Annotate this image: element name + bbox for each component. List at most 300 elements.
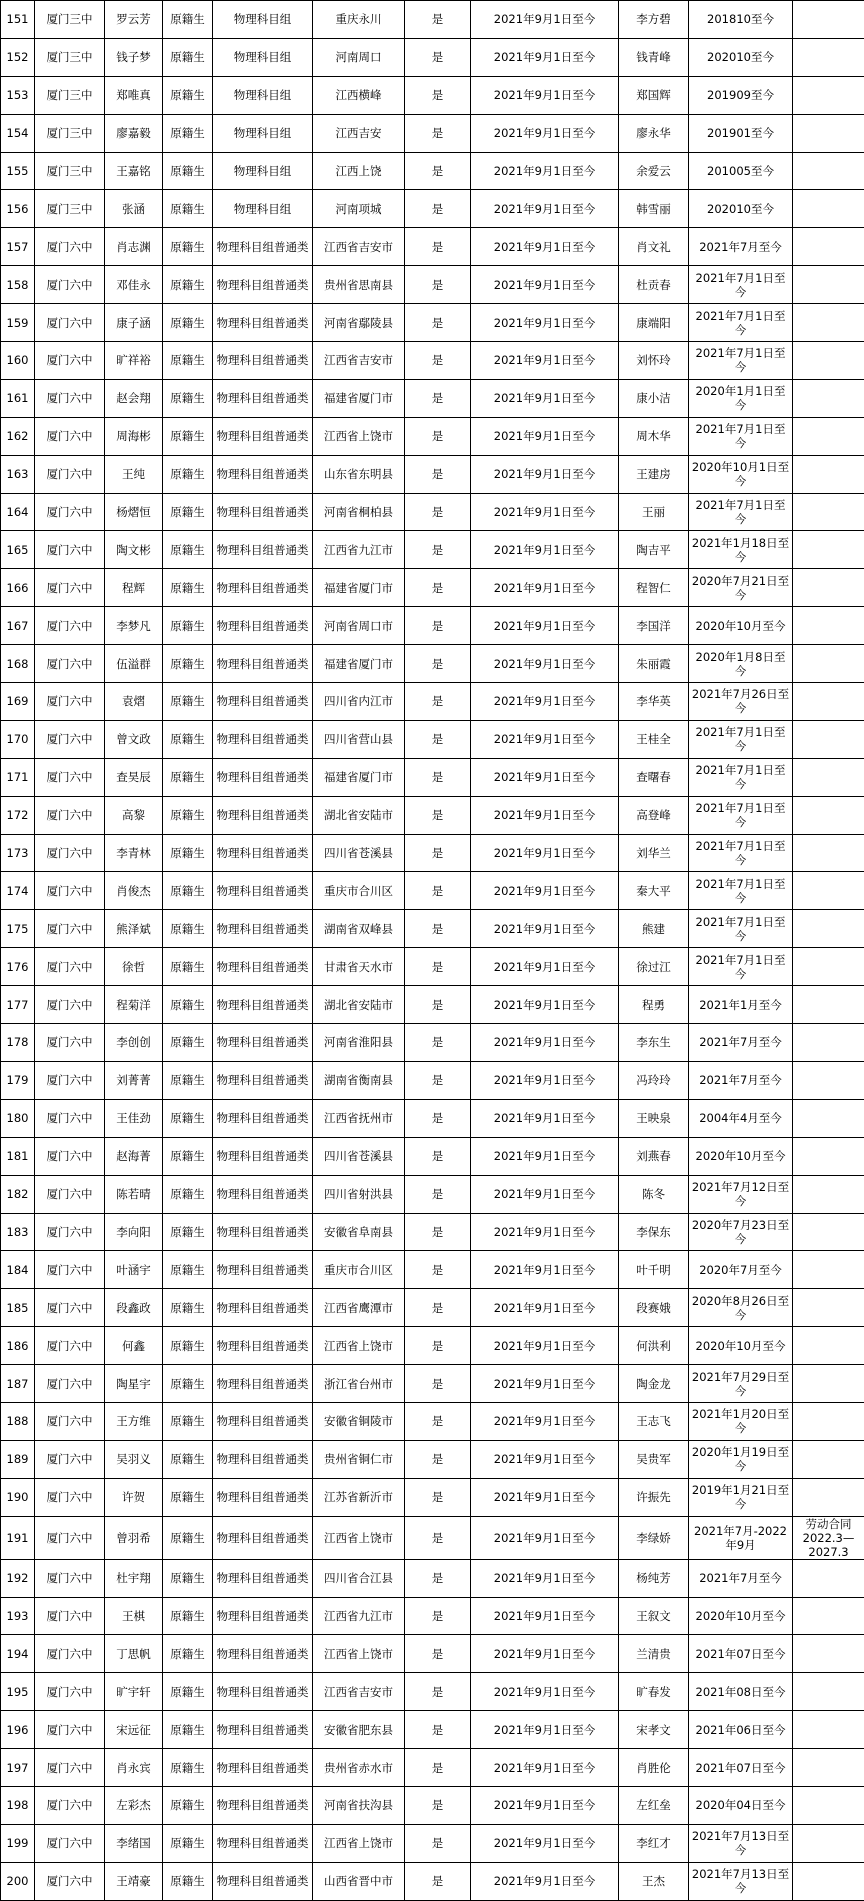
table-row xyxy=(1,76,864,114)
native-place-cell: 贵州省铜仁市 xyxy=(313,1440,405,1478)
enrollment-period-cell: 2021年9月1日至今 xyxy=(471,1061,619,1099)
subject-group-cell: 物理科目组普通类 xyxy=(213,1137,313,1175)
student-name-cell: 王靖豪 xyxy=(105,1862,163,1900)
student-name-cell: 高黎 xyxy=(105,796,163,834)
guardian-name-cell: 刘怀玲 xyxy=(619,342,689,380)
guardian-period-cell: 2021年7月29日至今 xyxy=(689,1365,793,1403)
student-name-cell: 段鑫政 xyxy=(105,1289,163,1327)
row-number-cell: 174 xyxy=(1,872,35,910)
student-type-cell: 原籍生 xyxy=(163,1365,213,1403)
enrollment-period-cell: 2021年9月1日至今 xyxy=(471,1635,619,1673)
native-place-cell: 河南项城 xyxy=(313,190,405,228)
student-type-cell: 原籍生 xyxy=(163,379,213,417)
enrollment-period-cell: 2021年9月1日至今 xyxy=(471,342,619,380)
table-row xyxy=(1,455,864,493)
student-type-cell: 原籍生 xyxy=(163,1175,213,1213)
subject-group-cell: 物理科目组普通类 xyxy=(213,1862,313,1900)
guardian-period-cell: 2021年1月20日至今 xyxy=(689,1402,793,1440)
table-row xyxy=(1,1824,864,1862)
student-type-cell: 原籍生 xyxy=(163,1478,213,1516)
subject-group-cell: 物理科目组普通类 xyxy=(213,872,313,910)
student-type-cell: 原籍生 xyxy=(163,758,213,796)
table-row xyxy=(1,872,864,910)
row-number-cell: 194 xyxy=(1,1635,35,1673)
student-type-cell: 原籍生 xyxy=(163,266,213,304)
student-type-cell: 原籍生 xyxy=(163,1440,213,1478)
guardian-period-cell: 2021年7月至今 xyxy=(689,1559,793,1597)
native-place-cell: 江西省上饶市 xyxy=(313,417,405,455)
table-row xyxy=(1,1289,864,1327)
table-body xyxy=(1,1,864,1901)
remarks-cell xyxy=(793,683,864,721)
enrollment-period-cell: 2021年9月1日至今 xyxy=(471,1251,619,1289)
native-place-cell: 江西省吉安市 xyxy=(313,228,405,266)
remarks-cell xyxy=(793,1862,864,1900)
school-name-cell: 厦门六中 xyxy=(35,1786,105,1824)
native-place-cell: 河南省桐柏县 xyxy=(313,493,405,531)
enrollment-period-cell: 2021年9月1日至今 xyxy=(471,1786,619,1824)
guardian-period-cell: 2021年08日至今 xyxy=(689,1673,793,1711)
table-row xyxy=(1,986,864,1024)
student-name-cell: 左彩杰 xyxy=(105,1786,163,1824)
table-row xyxy=(1,569,864,607)
table-row xyxy=(1,1175,864,1213)
remarks-cell xyxy=(793,1251,864,1289)
guardian-period-cell: 2021年7月12日至今 xyxy=(689,1175,793,1213)
student-type-cell: 原籍生 xyxy=(163,683,213,721)
student-name-cell: 旷宇轩 xyxy=(105,1673,163,1711)
status-flag-cell: 是 xyxy=(405,1516,471,1559)
remarks-cell xyxy=(793,1402,864,1440)
status-flag-cell: 是 xyxy=(405,1711,471,1749)
table-row xyxy=(1,190,864,228)
student-type-cell: 原籍生 xyxy=(163,1786,213,1824)
native-place-cell: 江西省吉安市 xyxy=(313,342,405,380)
guardian-period-cell: 2021年7月1日至今 xyxy=(689,720,793,758)
native-place-cell: 四川省苍溪县 xyxy=(313,1137,405,1175)
table-row xyxy=(1,1213,864,1251)
status-flag-cell: 是 xyxy=(405,720,471,758)
enrollment-period-cell: 2021年9月1日至今 xyxy=(471,1175,619,1213)
native-place-cell: 江西省上饶市 xyxy=(313,1516,405,1559)
row-number-cell: 184 xyxy=(1,1251,35,1289)
guardian-name-cell: 康小洁 xyxy=(619,379,689,417)
student-name-cell: 张涵 xyxy=(105,190,163,228)
guardian-name-cell: 肖胜伦 xyxy=(619,1749,689,1787)
enrollment-period-cell: 2021年9月1日至今 xyxy=(471,76,619,114)
subject-group-cell: 物理科目组普通类 xyxy=(213,1061,313,1099)
subject-group-cell: 物理科目组普通类 xyxy=(213,1289,313,1327)
subject-group-cell: 物理科目组普通类 xyxy=(213,1559,313,1597)
row-number-cell: 183 xyxy=(1,1213,35,1251)
student-type-cell: 原籍生 xyxy=(163,1862,213,1900)
student-name-cell: 肖永宾 xyxy=(105,1749,163,1787)
native-place-cell: 安徽省铜陵市 xyxy=(313,1402,405,1440)
enrollment-period-cell: 2021年9月1日至今 xyxy=(471,1099,619,1137)
guardian-period-cell: 2021年1月至今 xyxy=(689,986,793,1024)
guardian-name-cell: 王杰 xyxy=(619,1862,689,1900)
enrollment-period-cell: 2021年9月1日至今 xyxy=(471,1,619,39)
row-number-cell: 199 xyxy=(1,1824,35,1862)
remarks-cell xyxy=(793,38,864,76)
school-name-cell: 厦门三中 xyxy=(35,190,105,228)
native-place-cell: 江西横峰 xyxy=(313,76,405,114)
native-place-cell: 重庆市合川区 xyxy=(313,872,405,910)
subject-group-cell: 物理科目组普通类 xyxy=(213,1673,313,1711)
row-number-cell: 181 xyxy=(1,1137,35,1175)
native-place-cell: 湖南省衡南县 xyxy=(313,1061,405,1099)
row-number-cell: 177 xyxy=(1,986,35,1024)
enrollment-period-cell: 2021年9月1日至今 xyxy=(471,1327,619,1365)
school-name-cell: 厦门六中 xyxy=(35,1749,105,1787)
guardian-period-cell: 2021年7月至今 xyxy=(689,228,793,266)
student-name-cell: 何鑫 xyxy=(105,1327,163,1365)
enrollment-period-cell: 2021年9月1日至今 xyxy=(471,645,619,683)
subject-group-cell: 物理科目组 xyxy=(213,114,313,152)
row-number-cell: 168 xyxy=(1,645,35,683)
guardian-period-cell: 201810至今 xyxy=(689,1,793,39)
subject-group-cell: 物理科目组普通类 xyxy=(213,796,313,834)
subject-group-cell: 物理科目组普通类 xyxy=(213,531,313,569)
guardian-period-cell: 2020年10月至今 xyxy=(689,1597,793,1635)
guardian-period-cell: 2021年7月1日至今 xyxy=(689,493,793,531)
status-flag-cell: 是 xyxy=(405,1786,471,1824)
row-number-cell: 153 xyxy=(1,76,35,114)
student-name-cell: 袁熠 xyxy=(105,683,163,721)
subject-group-cell: 物理科目组普通类 xyxy=(213,834,313,872)
enrollment-period-cell: 2021年9月1日至今 xyxy=(471,720,619,758)
enrollment-period-cell: 2021年9月1日至今 xyxy=(471,910,619,948)
guardian-period-cell: 2021年06日至今 xyxy=(689,1711,793,1749)
native-place-cell: 江西省上饶市 xyxy=(313,1327,405,1365)
table-row xyxy=(1,1478,864,1516)
student-name-cell: 钱子梦 xyxy=(105,38,163,76)
student-type-cell: 原籍生 xyxy=(163,834,213,872)
enrollment-period-cell: 2021年9月1日至今 xyxy=(471,114,619,152)
guardian-name-cell: 刘燕春 xyxy=(619,1137,689,1175)
guardian-name-cell: 徐过江 xyxy=(619,948,689,986)
guardian-period-cell: 201909至今 xyxy=(689,76,793,114)
status-flag-cell: 是 xyxy=(405,1749,471,1787)
guardian-name-cell: 叶千明 xyxy=(619,1251,689,1289)
student-name-cell: 徐哲 xyxy=(105,948,163,986)
status-flag-cell: 是 xyxy=(405,1635,471,1673)
guardian-period-cell: 2019年1月21日至今 xyxy=(689,1478,793,1516)
native-place-cell: 甘肃省天水市 xyxy=(313,948,405,986)
school-name-cell: 厦门三中 xyxy=(35,152,105,190)
row-number-cell: 151 xyxy=(1,1,35,39)
guardian-name-cell: 吴贵军 xyxy=(619,1440,689,1478)
status-flag-cell: 是 xyxy=(405,910,471,948)
student-type-cell: 原籍生 xyxy=(163,1711,213,1749)
subject-group-cell: 物理科目组普通类 xyxy=(213,1251,313,1289)
guardian-name-cell: 余爱云 xyxy=(619,152,689,190)
school-name-cell: 厦门六中 xyxy=(35,720,105,758)
table-row xyxy=(1,683,864,721)
subject-group-cell: 物理科目组普通类 xyxy=(213,1440,313,1478)
remarks-cell xyxy=(793,1478,864,1516)
student-type-cell: 原籍生 xyxy=(163,1402,213,1440)
table-row xyxy=(1,1327,864,1365)
guardian-name-cell: 冯玲玲 xyxy=(619,1061,689,1099)
student-type-cell: 原籍生 xyxy=(163,417,213,455)
row-number-cell: 186 xyxy=(1,1327,35,1365)
enrollment-period-cell: 2021年9月1日至今 xyxy=(471,190,619,228)
guardian-name-cell: 王叙文 xyxy=(619,1597,689,1635)
student-name-cell: 李创创 xyxy=(105,1024,163,1062)
school-name-cell: 厦门六中 xyxy=(35,1824,105,1862)
school-name-cell: 厦门六中 xyxy=(35,1175,105,1213)
native-place-cell: 河南省扶沟县 xyxy=(313,1786,405,1824)
student-type-cell: 原籍生 xyxy=(163,569,213,607)
native-place-cell: 江西省上饶市 xyxy=(313,1635,405,1673)
native-place-cell: 河南省周口市 xyxy=(313,607,405,645)
table-row xyxy=(1,266,864,304)
row-number-cell: 169 xyxy=(1,683,35,721)
remarks-cell xyxy=(793,1559,864,1597)
student-type-cell: 原籍生 xyxy=(163,986,213,1024)
table-row xyxy=(1,948,864,986)
guardian-period-cell: 2020年7月21日至今 xyxy=(689,569,793,607)
remarks-cell xyxy=(793,1786,864,1824)
enrollment-period-cell: 2021年9月1日至今 xyxy=(471,1478,619,1516)
row-number-cell: 198 xyxy=(1,1786,35,1824)
native-place-cell: 山东省东明县 xyxy=(313,455,405,493)
school-name-cell: 厦门六中 xyxy=(35,1061,105,1099)
table-row xyxy=(1,1673,864,1711)
guardian-name-cell: 陶金龙 xyxy=(619,1365,689,1403)
remarks-cell xyxy=(793,1061,864,1099)
guardian-name-cell: 杨纯芳 xyxy=(619,1559,689,1597)
native-place-cell: 四川省射洪县 xyxy=(313,1175,405,1213)
student-type-cell: 原籍生 xyxy=(163,1,213,39)
student-type-cell: 原籍生 xyxy=(163,38,213,76)
enrollment-period-cell: 2021年9月1日至今 xyxy=(471,796,619,834)
guardian-name-cell: 李方碧 xyxy=(619,1,689,39)
status-flag-cell: 是 xyxy=(405,1289,471,1327)
subject-group-cell: 物理科目组 xyxy=(213,190,313,228)
guardian-name-cell: 程智仁 xyxy=(619,569,689,607)
school-name-cell: 厦门三中 xyxy=(35,76,105,114)
student-type-cell: 原籍生 xyxy=(163,531,213,569)
subject-group-cell: 物理科目组普通类 xyxy=(213,1516,313,1559)
guardian-period-cell: 202010至今 xyxy=(689,38,793,76)
guardian-name-cell: 程勇 xyxy=(619,986,689,1024)
enrollment-period-cell: 2021年9月1日至今 xyxy=(471,1559,619,1597)
student-name-cell: 陶文彬 xyxy=(105,531,163,569)
student-name-cell: 叶涵宇 xyxy=(105,1251,163,1289)
student-name-cell: 王棋 xyxy=(105,1597,163,1635)
student-type-cell: 原籍生 xyxy=(163,114,213,152)
table-row xyxy=(1,1137,864,1175)
student-type-cell: 原籍生 xyxy=(163,1251,213,1289)
row-number-cell: 173 xyxy=(1,834,35,872)
table-row xyxy=(1,1251,864,1289)
school-name-cell: 厦门六中 xyxy=(35,1327,105,1365)
enrollment-period-cell: 2021年9月1日至今 xyxy=(471,986,619,1024)
school-name-cell: 厦门六中 xyxy=(35,304,105,342)
status-flag-cell: 是 xyxy=(405,266,471,304)
native-place-cell: 江西省九江市 xyxy=(313,531,405,569)
guardian-period-cell: 2020年10月至今 xyxy=(689,1327,793,1365)
status-flag-cell: 是 xyxy=(405,76,471,114)
status-flag-cell: 是 xyxy=(405,379,471,417)
student-type-cell: 原籍生 xyxy=(163,910,213,948)
student-type-cell: 原籍生 xyxy=(163,1635,213,1673)
table-row xyxy=(1,531,864,569)
enrollment-period-cell: 2021年9月1日至今 xyxy=(471,266,619,304)
table-row xyxy=(1,1,864,39)
status-flag-cell: 是 xyxy=(405,1824,471,1862)
status-flag-cell: 是 xyxy=(405,1478,471,1516)
student-name-cell: 罗云芳 xyxy=(105,1,163,39)
row-number-cell: 155 xyxy=(1,152,35,190)
guardian-name-cell: 段赛娥 xyxy=(619,1289,689,1327)
remarks-cell xyxy=(793,266,864,304)
remarks-cell xyxy=(793,948,864,986)
school-name-cell: 厦门六中 xyxy=(35,758,105,796)
remarks-cell xyxy=(793,1099,864,1137)
student-name-cell: 王嘉铭 xyxy=(105,152,163,190)
remarks-cell xyxy=(793,1824,864,1862)
school-name-cell: 厦门六中 xyxy=(35,645,105,683)
remarks-cell xyxy=(793,1289,864,1327)
school-name-cell: 厦门六中 xyxy=(35,1635,105,1673)
remarks-cell xyxy=(793,1440,864,1478)
guardian-period-cell: 2021年7月26日至今 xyxy=(689,683,793,721)
table-row xyxy=(1,645,864,683)
student-name-cell: 王佳劲 xyxy=(105,1099,163,1137)
student-type-cell: 原籍生 xyxy=(163,1824,213,1862)
table-row xyxy=(1,1365,864,1403)
student-name-cell: 赵海菁 xyxy=(105,1137,163,1175)
guardian-period-cell: 2020年1月19日至今 xyxy=(689,1440,793,1478)
enrollment-period-cell: 2021年9月1日至今 xyxy=(471,872,619,910)
remarks-cell xyxy=(793,1749,864,1787)
status-flag-cell: 是 xyxy=(405,1597,471,1635)
guardian-name-cell: 王桂全 xyxy=(619,720,689,758)
remarks-cell xyxy=(793,1213,864,1251)
student-name-cell: 李青林 xyxy=(105,834,163,872)
remarks-cell xyxy=(793,1327,864,1365)
remarks-cell xyxy=(793,379,864,417)
school-name-cell: 厦门三中 xyxy=(35,1,105,39)
student-name-cell: 邓佳永 xyxy=(105,266,163,304)
row-number-cell: 166 xyxy=(1,569,35,607)
row-number-cell: 167 xyxy=(1,607,35,645)
guardian-name-cell: 何洪利 xyxy=(619,1327,689,1365)
student-name-cell: 曾文政 xyxy=(105,720,163,758)
student-name-cell: 陶星宇 xyxy=(105,1365,163,1403)
table-row xyxy=(1,1635,864,1673)
status-flag-cell: 是 xyxy=(405,1,471,39)
guardian-period-cell: 2021年7月1日至今 xyxy=(689,266,793,304)
school-name-cell: 厦门六中 xyxy=(35,266,105,304)
row-number-cell: 190 xyxy=(1,1478,35,1516)
subject-group-cell: 物理科目组普通类 xyxy=(213,1327,313,1365)
row-number-cell: 170 xyxy=(1,720,35,758)
subject-group-cell: 物理科目组普通类 xyxy=(213,1749,313,1787)
guardian-name-cell: 熊建 xyxy=(619,910,689,948)
row-number-cell: 197 xyxy=(1,1749,35,1787)
status-flag-cell: 是 xyxy=(405,1402,471,1440)
row-number-cell: 157 xyxy=(1,228,35,266)
row-number-cell: 175 xyxy=(1,910,35,948)
table-row xyxy=(1,910,864,948)
subject-group-cell: 物理科目组普通类 xyxy=(213,228,313,266)
status-flag-cell: 是 xyxy=(405,1862,471,1900)
enrollment-period-cell: 2021年9月1日至今 xyxy=(471,1597,619,1635)
subject-group-cell: 物理科目组 xyxy=(213,1,313,39)
native-place-cell: 江西省鹰潭市 xyxy=(313,1289,405,1327)
guardian-name-cell: 李国洋 xyxy=(619,607,689,645)
table-row xyxy=(1,228,864,266)
enrollment-period-cell: 2021年9月1日至今 xyxy=(471,1673,619,1711)
student-type-cell: 原籍生 xyxy=(163,1213,213,1251)
student-type-cell: 原籍生 xyxy=(163,1099,213,1137)
student-type-cell: 原籍生 xyxy=(163,190,213,228)
enrollment-period-cell: 2021年9月1日至今 xyxy=(471,834,619,872)
school-name-cell: 厦门六中 xyxy=(35,1365,105,1403)
table-row xyxy=(1,1402,864,1440)
student-name-cell: 旷祥裕 xyxy=(105,342,163,380)
subject-group-cell: 物理科目组普通类 xyxy=(213,493,313,531)
guardian-period-cell: 2021年7月13日至今 xyxy=(689,1862,793,1900)
remarks-cell xyxy=(793,493,864,531)
guardian-name-cell: 李保东 xyxy=(619,1213,689,1251)
school-name-cell: 厦门六中 xyxy=(35,1024,105,1062)
subject-group-cell: 物理科目组普通类 xyxy=(213,1635,313,1673)
remarks-cell xyxy=(793,304,864,342)
enrollment-period-cell: 2021年9月1日至今 xyxy=(471,1440,619,1478)
school-name-cell: 厦门三中 xyxy=(35,114,105,152)
native-place-cell: 浙江省台州市 xyxy=(313,1365,405,1403)
table-row xyxy=(1,304,864,342)
guardian-period-cell: 2021年1月18日至今 xyxy=(689,531,793,569)
student-name-cell: 刘菁菁 xyxy=(105,1061,163,1099)
guardian-name-cell: 杜贡春 xyxy=(619,266,689,304)
status-flag-cell: 是 xyxy=(405,114,471,152)
guardian-name-cell: 周木华 xyxy=(619,417,689,455)
student-name-cell: 程菊洋 xyxy=(105,986,163,1024)
enrollment-period-cell: 2021年9月1日至今 xyxy=(471,1402,619,1440)
student-name-cell: 李梦凡 xyxy=(105,607,163,645)
remarks-cell xyxy=(793,228,864,266)
remarks-cell xyxy=(793,417,864,455)
student-type-cell: 原籍生 xyxy=(163,152,213,190)
subject-group-cell: 物理科目组普通类 xyxy=(213,1175,313,1213)
student-name-cell: 程辉 xyxy=(105,569,163,607)
native-place-cell: 江西省九江市 xyxy=(313,1597,405,1635)
subject-group-cell: 物理科目组普通类 xyxy=(213,1365,313,1403)
enrollment-period-cell: 2021年9月1日至今 xyxy=(471,304,619,342)
status-flag-cell: 是 xyxy=(405,152,471,190)
student-name-cell: 杜宇翔 xyxy=(105,1559,163,1597)
status-flag-cell: 是 xyxy=(405,1559,471,1597)
native-place-cell: 江西省吉安市 xyxy=(313,1673,405,1711)
table-row xyxy=(1,1786,864,1824)
enrollment-period-cell: 2021年9月1日至今 xyxy=(471,569,619,607)
table-row xyxy=(1,1597,864,1635)
table-row xyxy=(1,1749,864,1787)
student-name-cell: 赵会翔 xyxy=(105,379,163,417)
student-name-cell: 康子涵 xyxy=(105,304,163,342)
subject-group-cell: 物理科目组普通类 xyxy=(213,986,313,1024)
native-place-cell: 湖北省安陆市 xyxy=(313,796,405,834)
status-flag-cell: 是 xyxy=(405,190,471,228)
guardian-name-cell: 康端阳 xyxy=(619,304,689,342)
remarks-cell xyxy=(793,872,864,910)
